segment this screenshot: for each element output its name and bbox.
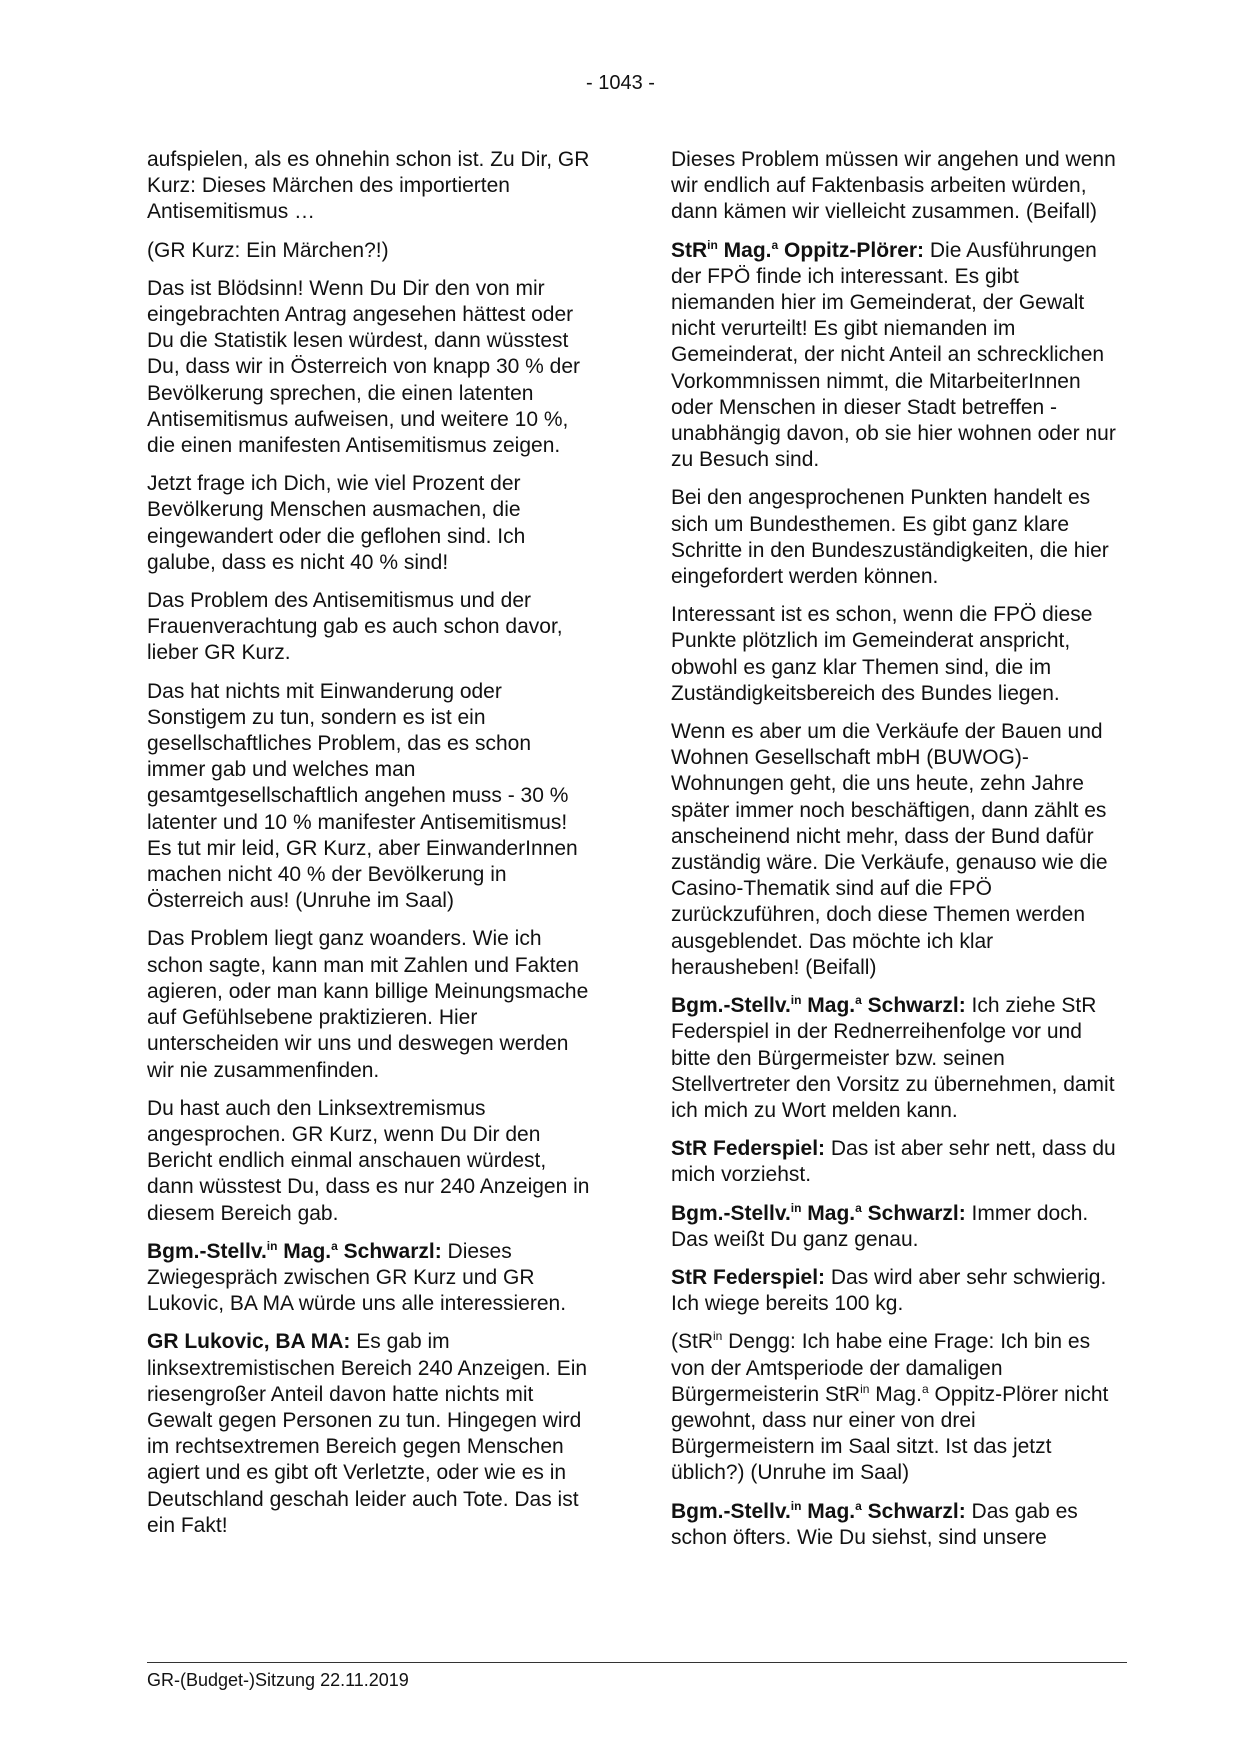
speech-text: Die Ausführungen der FPÖ finde ich interessant. Es gibt niemanden hier im Gemeinderat, der Gewalt nicht verurteilt! Es gibt niemanden im Gemeinderat, der nicht Anteil an schrecklichen Vorkommnissen nimmt, die MitarbeiterInnen oder Menschen in dieser Stadt betreffen - unabhängig davon, ob sie hier wohnen oder nur zu Besuch sind.	[671, 238, 1116, 472]
paragraph: (GR Kurz: Ein Märchen?!)	[147, 238, 389, 262]
speech-text: Das wird aber sehr schwierig. Ich wiege bereits 100 kg.	[671, 1265, 1107, 1316]
speaker-name: GR Lukovic, BA MA:	[147, 1330, 351, 1354]
speaker-name: StR Federspiel:	[671, 1265, 826, 1289]
speaker-name: StR$^{in}$ Mag.$^a$ Oppitz-Plörer:	[671, 237, 925, 262]
speaker-paragraph	[147, 1239, 592, 1318]
paragraph: Das Problem des Antisemitismus und der Frauenverachtung gab es auch schon davor, lieber GR Kurz.	[147, 589, 563, 665]
speaker-paragraph	[671, 1499, 1116, 1551]
paragraph: Wenn es aber um die Verkäufe der Bauen und Wohnen Gesellschaft mbH (BUWOG)-Wohnungen geht, die uns heute, zehn Jahre später immer noch beschäftigen, dann zählt es anscheinend nicht mehr, dass der Bund dafür zuständig wäre. Die Verkäufe, genauso wie die Casino-Thematik sind auf die FPÖ zurückzuführen, doch diese Themen werden ausgeblendet. Das möchte ich klar herausheben! (Beifall)	[671, 720, 1108, 979]
speaker-paragraph	[671, 1136, 1116, 1188]
paragraph: Interessant ist es schon, wenn die FPÖ diese Punkte plötzlich im Gemeinderat anspricht, obwohl es ganz klar Themen sind, die im Zuständigkeitsbereich des Bundes liegen.	[671, 603, 1093, 705]
speech-text: Das ist aber sehr nett, dass du mich vorziehst.	[671, 1137, 1116, 1187]
paragraph: Das Problem liegt ganz woanders. Wie ich schon sagte, kann man mit Zahlen und Fakten agieren, oder man kann billige Meinungsmache auf Gefühlsebene praktizieren. Hier unterscheiden wir uns und deswegen werden wir nie zusammenfinden.	[147, 927, 589, 1082]
speaker-paragraph	[671, 1201, 1116, 1253]
speech-text: Das gab es schon öfters. Wie Du siehst, sind unsere	[671, 1499, 1078, 1549]
paragraph: Du hast auch den Linksextremismus angesprochen. GR Kurz, wenn Du Dir den Bericht endlich einmal anschauen würdest, dann wüsstest Du, dass es nur 240 Anzeigen in diesem Bereich gab.	[147, 1096, 590, 1225]
paragraph: Bei den angesprochenen Punkten handelt es sich um Bundesthemen. Es gibt ganz klare Schritte in den Bundeszuständigkeiten, die hier eingefordert werden können.	[671, 486, 1109, 589]
speech-text: Ich ziehe StR Federspiel in der Rednerreihenfolge vor und bitte den Bürgermeister bzw. seinen Stellvertreter den Vorsitz zu übernehmen, damit ich mich zu Wort melden kann.	[671, 994, 1115, 1122]
left-column	[147, 147, 592, 1551]
speech-text: Immer doch. Das weißt Du ganz genau.	[671, 1201, 1089, 1251]
speech-text: Dieses Zwiegespräch zwischen GR Kurz und GR Lukovic, BA MA würde uns alle interessieren.	[147, 1239, 567, 1316]
paragraph: Jetzt frage ich Dich, wie viel Prozent der Bevölkerung Menschen ausmachen, die eingewandert oder die geflohen sind. Ich galube, dass es nicht 40 % sind!	[147, 472, 526, 574]
speaker-name: StR Federspiel:	[671, 1137, 826, 1161]
speaker-name: Bgm.-Stellv.$^{in}$ Mag.$^a$ Schwarzl:	[147, 1238, 442, 1263]
paragraph: Das hat nichts mit Einwanderung oder Sonstigem zu tun, sondern es ist ein gesellschaftliches Problem, das es schon immer gab und welches man gesamtgesellschaftlich angehen muss - 30 % latenter und 10 % manifester Antisemitismus! Es tut mir leid, GR Kurz, aber EinwanderInnen machen nicht 40 % der Bevölkerung in Österreich aus! (Unruhe im Saal)	[147, 679, 578, 913]
speech-text: Es gab im linksextremistischen Bereich 240 Anzeigen. Ein riesengroßer Anteil davon hatte nichts mit Gewalt gegen Personen zu tun. Hingegen wird im rechtsextremen Bereich gegen Menschen agiert und es gibt oft Verletzte, oder wie es in Deutschland geschah leider auch Tote. Das ist ein Fakt!	[147, 1330, 588, 1537]
paragraph: aufspielen, als es ohnehin schon ist. Zu Dir, GR Kurz: Dieses Märchen des importierten Antisemitismus …	[147, 148, 590, 224]
speaker-paragraph	[671, 1265, 1116, 1317]
right-column	[671, 147, 1116, 1563]
paragraph: Das ist Blödsinn! Wenn Du Dir den von mir eingebrachten Antrag angesehen hättest oder Du die Statistik lesen würdest, dann wüsstest Du, dass wir in Österreich von knapp 30 % der Bevölkerung sprechen, die einen latenten Antisemitismus aufweisen, und weitere 10 %, die einen manifesten Antisemitismus zeigen.	[147, 276, 581, 458]
speaker-paragraph	[147, 1329, 592, 1539]
footer-divider	[147, 1662, 1127, 1663]
speaker-name: Bgm.-Stellv.$^{in}$ Mag.$^a$ Schwarzl:	[671, 993, 966, 1018]
speaker-paragraph	[671, 993, 1116, 1124]
footer-session-date: GR-(Budget-)Sitzung 22.11.2019	[147, 1670, 409, 1690]
page-number: - 1043 -	[586, 72, 655, 94]
speaker-name: Bgm.-Stellv.$^{in}$ Mag.$^a$ Schwarzl:	[671, 1200, 966, 1225]
paragraph: Dieses Problem müssen wir angehen und wenn wir endlich auf Faktenbasis arbeiten würden, dann kämen wir vielleicht zusammen. (Beifall)	[671, 148, 1116, 224]
speaker-name: Bgm.-Stellv.$^{in}$ Mag.$^a$ Schwarzl:	[671, 1498, 966, 1523]
speaker-paragraph	[671, 238, 1116, 474]
interjection-paragraph: (StR$^{in}$ Dengg: Ich habe eine Frage: Ich bin es von der Amtsperiode der damaligen Bürgermeisterin StR$^{in}$ Mag.$^a$ Oppitz-Plörer nicht gewohnt, dass nur einer von drei Bürgermeistern im Saal sitzt. Ist das jetzt üblich?) (Unruhe im Saal)	[671, 1329, 1109, 1485]
